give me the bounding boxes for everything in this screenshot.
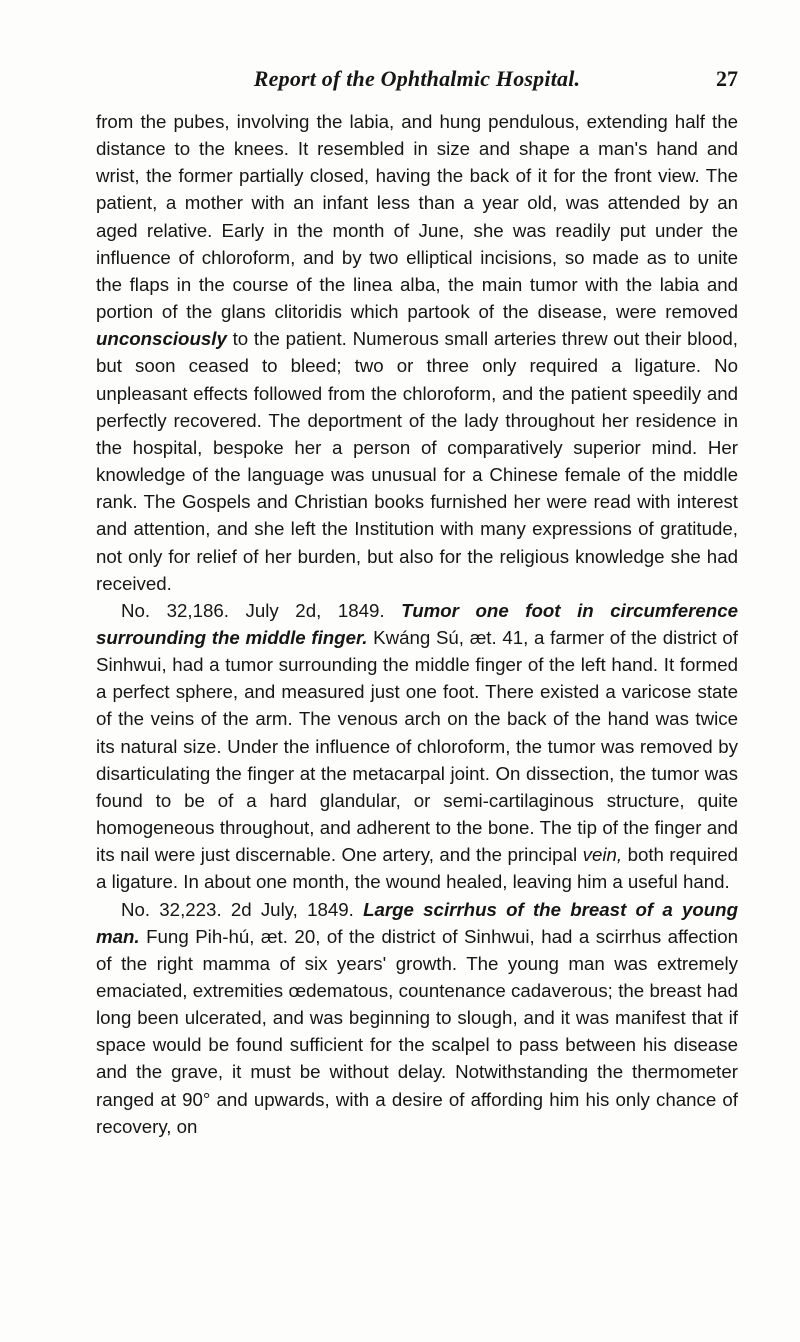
- case-32186-emphasis: vein,: [582, 844, 623, 866]
- paragraph-1: [96, 108, 738, 597]
- case-32223-heading: No. 32,223. 2d July, 1849.: [121, 898, 364, 920]
- case-32186-text-b: both required a ligature. In about one month, the wound healed, leaving him a useful hand.: [96, 844, 738, 893]
- case-32186-paragraph: [96, 597, 738, 896]
- running-head: [96, 66, 738, 96]
- body-text: [96, 108, 738, 1140]
- paragraph-1-text-b: to the patient. Numerous small arteries threw out their blood, but soon ceased to bleed; two or three only required a ligature. No unpleasant effects followed from the chloroform, and the patient speedily and perfectly recovered. The deportment of the lady throughout her residence in the hospital, bespoke her a person of comparatively superior mind. Her knowledge of the language was unusual for a Chinese female of the middle rank. The Gospels and Christian books furnished her were read with interest and attention, and she left the Institution with many expressions of gratitude, not only for relief of her burden, but also for the religious knowledge she had received.: [96, 328, 738, 594]
- paragraph-1-text-a: from the pubes, involving the labia, and hung pendulous, extending half the distance to the knees. It resembled in size and shape a man's hand and wrist, the former partially closed, having the back of it for the front view. The patient, a mother with an infant less than a year old, was attended by an aged relative. Early in the month of June, she was readily put under the influence of chloroform, and by two elliptical incisions, so made as to unite the flaps in the course of the linea alba, the main tumor with the labia and portion of the glans clitoridis which partook of the disease, were removed: [96, 111, 738, 323]
- page-number: 27: [716, 66, 738, 91]
- case-32186-title: Tumor one foot in circumference surrounding the middle finger.: [96, 599, 738, 648]
- case-32223-title: Large scirrhus of the breast of a young man.: [96, 898, 738, 947]
- paragraph-1-emphasis: unconsciously: [96, 328, 227, 350]
- case-32186-text-a: Kwáng Sú, æt. 41, a farmer of the district of Sinhwui, had a tumor surrounding the middle finger of the left hand. It formed a perfect sphere, and measured just one foot. There existed a varicose state of the veins of the arm. The venous arch on the back of the hand was twice its natural size. Under the influence of chloroform, the tumor was removed by disarticulating the finger at the metacarpal joint. On dissection, the tumor was found to be of a hard glandular, or semi-cartilaginous structure, quite homogeneous throughout, and adherent to the bone. The tip of the finger and its nail were just discernable. One artery, and the principal: [96, 626, 739, 866]
- case-32186-heading: No. 32,186. July 2d, 1849.: [121, 599, 402, 621]
- case-32223-text: Fung Pih-hú, æt. 20, of the district of Sinhwui, had a scirrhus affection of the right mamma of six years' growth. The young man was extremely emaciated, extremities œdematous, countenance cadaverous; the breast had long been ulcerated, and was beginning to slough, and it was manifest that if space would be found sufficient for the scalpel to pass between his disease and the grave, it must be without delay. Notwithstanding the thermometer ranged at 90° and upwards, with a desire of affording him his only chance of recovery, on: [96, 925, 738, 1137]
- case-32223-paragraph: [96, 896, 738, 1140]
- running-title: Report of the Ophthalmic Hospital.: [253, 66, 581, 91]
